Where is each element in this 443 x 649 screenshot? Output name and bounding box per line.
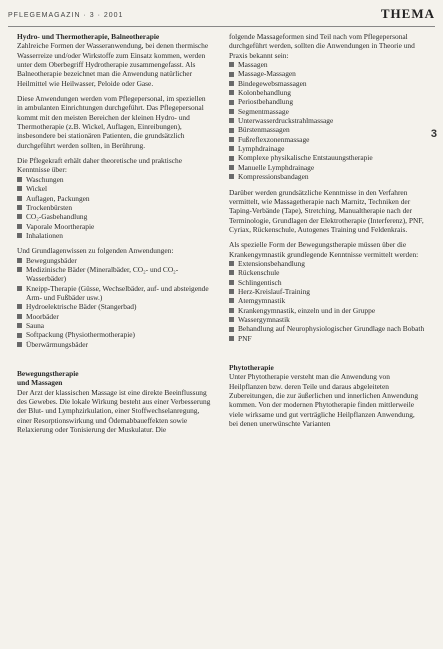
list-item: Manuelle Lymphdrainage — [229, 163, 425, 172]
bullet-square-icon — [229, 289, 234, 294]
bullet-square-icon — [17, 196, 22, 201]
list-item: Krankengymnastik, einzeln und in der Gruppe — [229, 306, 425, 315]
bullet-square-icon — [229, 165, 234, 170]
bullet-square-icon — [229, 72, 234, 77]
bullet-square-icon — [229, 156, 234, 161]
massage-list — [229, 60, 425, 181]
massage-paragraph: Der Arzt der klassischen Massage ist eine direkte Beeinflussung des Gewebes. Die lokale Wirkung besteht aus einer Verbesserung der Blut- und Lymphzirkulation, einer Stoffwechselanregung, einer Resorptionswirkung und Ödemabbaueffekten sowie Relaxierung oder Tonisierung der Muskulatur. Die — [17, 387, 211, 435]
bullet-square-icon — [229, 261, 234, 266]
list-item: Unterwasserdruckstrahlmassage — [229, 116, 425, 125]
list-item: Kompressionsbandagen — [229, 172, 425, 181]
bullet-square-icon — [17, 233, 22, 238]
magazine-title: PFLEGEMAGAZIN · 3 · 2001 — [8, 12, 124, 19]
list-item: Sauna — [17, 321, 213, 330]
bullet-square-icon — [229, 146, 234, 151]
section-title: THEMA — [380, 6, 435, 21]
bullet-square-icon — [229, 280, 234, 285]
list-item: Periostbehandlung — [229, 97, 425, 106]
bullet-square-icon — [17, 258, 22, 263]
bullet-square-icon — [17, 286, 22, 291]
list-item: Behandlung auf Neurophysiologischer Grundlage nach Bobath — [229, 324, 425, 333]
list-item: Bindegewebsmassagen — [229, 79, 425, 88]
left-column — [17, 32, 213, 440]
bullet-square-icon — [229, 62, 234, 67]
bullet-square-icon — [229, 90, 234, 95]
anwendung-list — [17, 256, 213, 349]
list-item: Lymphdrainage — [229, 144, 425, 153]
list-item: Trockenbürsten — [17, 203, 213, 212]
bullet-square-icon — [229, 270, 234, 275]
bullet-square-icon — [229, 109, 234, 114]
bullet-square-icon — [17, 333, 22, 338]
list-item: Auflagen, Packungen — [17, 194, 213, 203]
list-item: CO₂-Gasbehandlung — [17, 212, 213, 221]
list-item: Vaporale Moortherapie — [17, 222, 213, 231]
list-item: Medizinische Bäder (Mineralbäder, CO₂- und CO₂-Wasserbäder) — [17, 265, 213, 284]
bullet-square-icon — [229, 327, 234, 332]
bewegung-intro: Als spezielle Form der Bewegungstherapie müssen über die Krankengymnastik grundlegende Kenntnisse vermittelt werden: — [229, 240, 419, 259]
bullet-square-icon — [17, 323, 22, 328]
list-item: Rückenschule — [229, 268, 425, 277]
bullet-square-icon — [229, 174, 234, 179]
bullet-square-icon — [17, 224, 22, 229]
list-item: Bewegungsbäder — [17, 256, 213, 265]
massage-heading-line-2: und Massagen — [17, 378, 63, 388]
hydro-heading: Hydro- und Thermotherapie, Balneotherapie — [17, 32, 160, 41]
list-item: Kneipp-Therapie (Güsse, Wechselbäder, auf- und absteigende Arm- und Fußbäder usw.) — [17, 284, 213, 303]
bullet-square-icon — [17, 314, 22, 319]
margin-page-number: 3 — [430, 128, 437, 140]
list-item: Überwärmungsbäder — [17, 340, 213, 349]
bullet-square-icon — [17, 186, 22, 191]
anwendung-intro: Und Grundlagenwissen zu folgenden Anwendungen: — [17, 246, 174, 256]
list-item: Softpackung (Physiothermotherapie) — [17, 330, 213, 339]
bullet-square-icon — [229, 336, 234, 341]
massage-heading-line-1: Bewegungstherapie — [17, 369, 79, 378]
list-item: Bürstenmassagen — [229, 125, 425, 134]
list-item: Fußreflexzonenmassage — [229, 135, 425, 144]
hydro-paragraph: Zahlreiche Formen der Wasseranwendung, bei denen thermische Wasserreize und/oder Wirkstoffe zum Einsatz kommen, werden unter dem Oberbegriff Hydrotherapie zusammengefasst. Als Balneotherapie bezeichnet man die Anwendung natürlicher Heilmittel wie Heilwasser, Peloide oder Gase. — [17, 41, 209, 88]
bullet-square-icon — [229, 118, 234, 123]
kenntnis-intro: Die Pflegekraft erhält daher theoretische und praktische Kenntnisse über: — [17, 156, 182, 175]
list-item: Wassergymnastik — [229, 315, 425, 324]
kenntnis-list — [17, 175, 213, 240]
bullet-square-icon — [229, 100, 234, 105]
bullet-square-icon — [229, 81, 234, 86]
bullet-square-icon — [17, 342, 22, 347]
phyto-heading: Phytotherapie — [229, 363, 274, 372]
list-item: Waschungen — [17, 175, 213, 184]
bullet-square-icon — [17, 205, 22, 210]
list-item: Massage-Massagen — [229, 69, 425, 78]
phyto-paragraph: Unter Phytotherapie versteht man die Anwendung von Heilpflanzen bzw. deren Teile und daraus abgeleiteten Zubereitungen, die zur äußerlichen und innerlichen Anwendung kommen. Von der modernen Phytotherapie finden mittlerweile viele wirksame und gut verträgliche Heilpflanzen Anwendung, bei denen unerwünschte Varianten — [229, 372, 419, 429]
list-item: Hydroelektrische Bäder (Stangerbad) — [17, 302, 213, 311]
bullet-square-icon — [229, 137, 234, 142]
bullet-square-icon — [17, 267, 22, 272]
list-item: Wickel — [17, 184, 213, 193]
bullet-square-icon — [17, 214, 22, 219]
list-item: Inhalationen — [17, 231, 213, 240]
darueber-paragraph: Darüber werden grundsätzliche Kenntnisse in den Verfahren vermittelt, wie Massagetherapie nach Marnitz, Techniken der Taping-Verbände (Tape), Stretching, Manualtherapie nach der Terminologie, Grundlagen der Elektrotherapie (Interferenz), PNF, Cyriax, Rückenschule, Autogenes Training und Feldenkrais. — [229, 187, 424, 234]
bewegung-list — [229, 259, 425, 343]
list-item: Herz-Kreislauf-Training — [229, 287, 425, 296]
list-item: PNF — [229, 334, 425, 343]
massage-intro: folgende Massageformen sind Teil nach vom Pflegepersonal durchgeführt werden, sollten die Anwendungen in Theorie und Praxis bekannt sein: — [229, 32, 415, 60]
list-item: Schlingentisch — [229, 278, 425, 287]
list-item: Segmentmassage — [229, 107, 425, 116]
bullet-square-icon — [229, 317, 234, 322]
list-item: Komplexe physikalische Entstauungstherapie — [229, 153, 425, 162]
list-item: Atemgymnastik — [229, 296, 425, 305]
right-column — [229, 32, 425, 434]
list-item: Moorbäder — [17, 312, 213, 321]
bullet-square-icon — [17, 304, 22, 309]
page-header — [8, 4, 435, 27]
bullet-square-icon — [229, 298, 234, 303]
list-item: Massagen — [229, 60, 425, 69]
list-item: Extensionsbehandlung — [229, 259, 425, 268]
list-item: Kolonbehandlung — [229, 88, 425, 97]
pflege-paragraph: Diese Anwendungen werden vom Pflegepersonal, im speziellen in ambulanten Einrichtungen durchgeführt. Das Pflegepersonal kommt mit den meisten Bereichen der kleinen Hydro- und Thermotherapie (z.B. Wickel, Auflagen, Einreibungen), insbesondere bei stationären Patienten, die grundsätzlich durchgeführt werden sollten, in Berührung. — [17, 94, 206, 150]
bullet-square-icon — [229, 128, 234, 133]
bullet-square-icon — [17, 177, 22, 182]
bullet-square-icon — [229, 308, 234, 313]
